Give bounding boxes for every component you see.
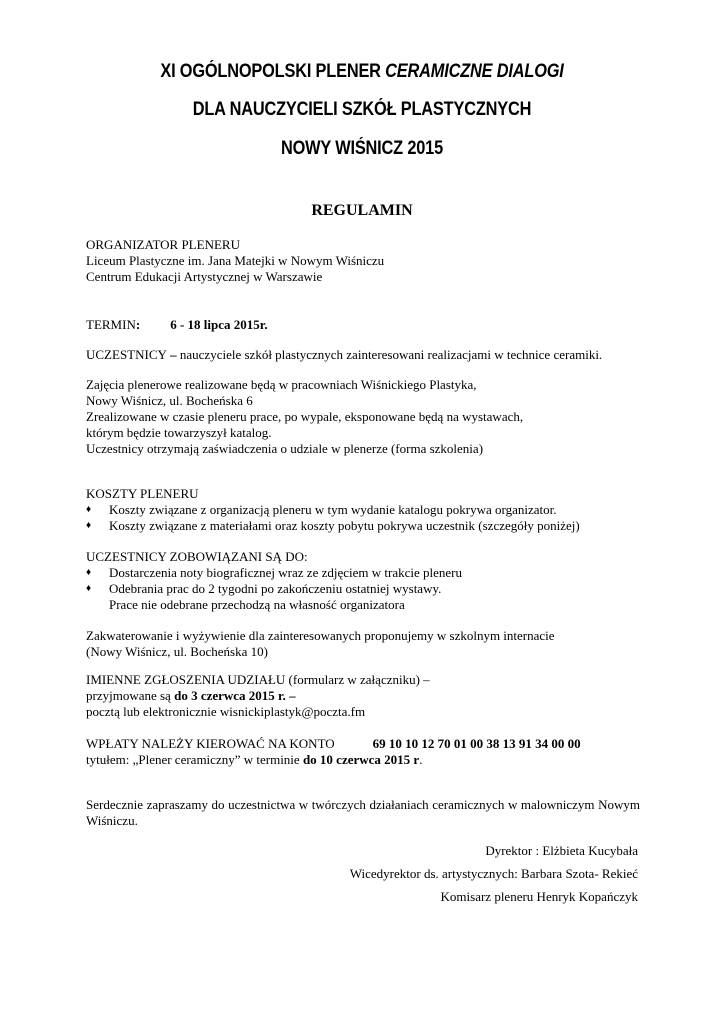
document-title-line-3: NOWY WIŚNICZ 2015 [280, 138, 444, 159]
payment-line [86, 752, 646, 768]
participants-line [86, 347, 646, 363]
participants-text: nauczyciele szkół plastycznych zainteresowani realizacjami w technice ceramiki. [179, 347, 603, 362]
info-line: którym będzie towarzyszył katalog. [86, 425, 272, 440]
payment-line [86, 736, 646, 752]
info-line: Nowy Wiśnicz, ul. Bocheńska 6 [86, 393, 253, 408]
info-line: Zajęcia plenerowe realizowane będą w pracowniach Wiśnickiego Plastyka, [86, 377, 477, 392]
costs-item [86, 502, 646, 518]
participants-section [86, 347, 646, 363]
registration-line: pocztą lub elektronicznie wisnickiplastyk@poczta.fm [86, 704, 366, 719]
document-subtitle: REGULAMIN [311, 202, 413, 219]
organizer-heading: ORGANIZATOR PLENERU [86, 237, 240, 252]
accommodation-line: (Nowy Wiśnicz, ul. Bocheńska 10) [86, 644, 268, 659]
obligations-note: Prace nie odebrane przechodzą na własność organizatora [109, 597, 405, 612]
payment-account-number: 69 10 10 12 70 01 00 38 13 91 34 00 00 [372, 736, 581, 751]
registration-deadline: do 3 czerwca 2015 r. – [174, 688, 296, 703]
info-section [86, 377, 646, 457]
accommodation-line: Zakwaterowanie i wyżywienie dla zainteresowanych proponujemy w szkolnym internacie [86, 628, 555, 643]
signature-director: Dyrektor : Elżbieta Kucybała [485, 843, 638, 858]
registration-line: IMIENNE ZGŁOSZENIA UDZIAŁU (formularz w załączniku) – [86, 672, 430, 687]
obligations-section [86, 549, 646, 613]
costs-section [86, 486, 646, 534]
payment-period: . [419, 752, 423, 767]
registration-section [86, 672, 646, 720]
obligations-item-text: Dostarczenia noty biograficznej wraz ze zdjęciem w trakcie pleneru [109, 565, 462, 580]
term-line [86, 317, 646, 333]
registration-line [86, 688, 646, 704]
obligations-item [86, 581, 646, 597]
document-title-line-2: DLA NAUCZYCIELI SZKÓŁ PLASTYCZNYCH [192, 99, 532, 120]
costs-item [86, 518, 646, 534]
term-colon: : [135, 317, 141, 332]
signature-commissioner: Komisarz pleneru Henryk Kopańczyk [440, 889, 638, 904]
term-label: TERMIN [86, 317, 136, 332]
diamond-bullet-icon: ♦ [86, 504, 92, 515]
payment-section [86, 736, 646, 768]
invitation-paragraph: Serdecznie zapraszamy do uczestnictwa w twórczych działaniach ceramicznych w malowniczym Nowym Wiśniczu. [86, 797, 640, 828]
accommodation-section [86, 628, 646, 660]
costs-heading: KOSZTY PLENERU [86, 486, 199, 501]
costs-item-text: Koszty związane z organizacją pleneru w tym wydanie katalogu pokrywa organizator. [109, 502, 557, 517]
term-value: 6 - 18 lipca 2015r. [170, 317, 268, 332]
obligations-item-text: Odebrania prac do 2 tygodni po zakończeniu ostatniej wystawy. [109, 581, 442, 596]
obligations-item [86, 565, 646, 581]
participants-dash: – [166, 347, 180, 362]
registration-text: przyjmowane są [86, 688, 175, 703]
signature-vice-director: Wicedyrektor ds. artystycznych: Barbara Szota- Rekieć [349, 866, 638, 881]
info-line: Uczestnicy otrzymają zaświadczenia o udziale w plenerze (forma szkolenia) [86, 441, 484, 456]
payment-label: WPŁATY NALEŻY KIEROWAĆ NA KONTO [86, 736, 335, 751]
term-section [86, 317, 646, 333]
info-line: Zrealizowane w czasie pleneru prace, po wypale, eksponowane będą na wystawach, [86, 409, 524, 424]
organizer-line: Centrum Edukacji Artystycznej w Warszawie [86, 269, 323, 284]
title-italic: CERAMICZNE DIALOGI [385, 61, 564, 82]
obligations-heading: UCZESTNICY ZOBOWIĄZANI SĄ DO: [86, 549, 308, 564]
organizer-line: Liceum Plastyczne im. Jana Matejki w Nowym Wiśniczu [86, 253, 385, 268]
participants-label: UCZESTNICY [86, 347, 167, 362]
organizer-section [86, 237, 646, 285]
payment-deadline: do 10 czerwca 2015 r [302, 752, 420, 767]
diamond-bullet-icon: ♦ [86, 583, 92, 594]
diamond-bullet-icon: ♦ [86, 520, 92, 531]
title-prefix: XI OGÓLNOPOLSKI PLENER [160, 61, 386, 82]
payment-title-text: tytułem: „Plener ceramiczny” w terminie [86, 752, 303, 767]
costs-item-text: Koszty związane z materiałami oraz koszty pobytu pokrywa uczestnik (szczegóły poniżej) [109, 518, 580, 533]
diamond-bullet-icon: ♦ [86, 567, 92, 578]
document-title-line-1 [51, 61, 674, 83]
